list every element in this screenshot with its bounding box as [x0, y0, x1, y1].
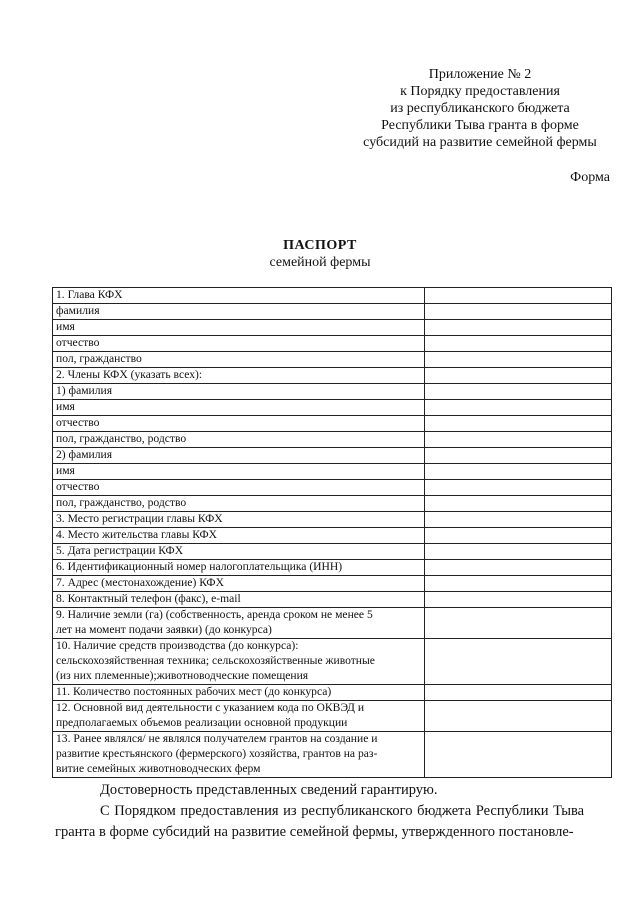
field-value-cell[interactable]: [425, 560, 612, 576]
field-value-cell[interactable]: [425, 496, 612, 512]
field-label-cell: [53, 592, 425, 608]
appendix-header: [330, 66, 630, 151]
header-line: субсидий на развитие семейной фермы: [363, 135, 597, 150]
table-row: [53, 560, 612, 576]
field-value-cell[interactable]: [425, 288, 612, 320]
field-value-cell[interactable]: [425, 512, 612, 528]
field-label: имя: [56, 320, 75, 333]
field-label: предполагаемых объемов реализации основной продукции: [56, 716, 348, 729]
field-label: 1. Глава КФХ: [56, 288, 123, 301]
field-label: 2) фамилия: [56, 448, 113, 461]
table-row: [53, 416, 612, 432]
table-row: [53, 701, 612, 732]
field-label-cell: [53, 685, 425, 701]
field-label: 4. Место жительства главы КФХ: [56, 528, 218, 541]
procedure-statement-line2: гранта в форме субсидий на развитие семейной фермы, утвержденного постановле-: [55, 824, 574, 840]
guarantee-statement: Достоверность представленных сведений гарантирую.: [100, 782, 438, 798]
field-label: 11. Количество постоянных рабочих мест (до конкурса): [56, 685, 332, 698]
field-value-cell[interactable]: [425, 685, 612, 701]
field-label-cell: [53, 464, 425, 480]
field-value-cell[interactable]: [425, 416, 612, 432]
table-row: [53, 608, 612, 639]
document-title: ПАСПОРТ: [283, 238, 357, 253]
field-label: имя: [56, 400, 75, 413]
field-label-cell: [53, 512, 425, 528]
table-row: [53, 576, 612, 592]
table-row: [53, 528, 612, 544]
field-label-cell: [53, 528, 425, 544]
footer-text: [0, 780, 640, 843]
field-label: 8. Контактный телефон (факс), e-mail: [56, 592, 241, 605]
field-label-cell: [53, 608, 425, 639]
field-label: 3. Место регистрации главы КФХ: [56, 512, 223, 525]
header-line: к Порядку предоставления: [400, 84, 560, 99]
table-row: [53, 320, 612, 336]
field-label-cell: [53, 701, 425, 732]
field-value-cell[interactable]: [425, 368, 612, 400]
field-value-cell[interactable]: [425, 400, 612, 416]
passport-table: [52, 287, 612, 778]
field-value-cell[interactable]: [425, 352, 612, 368]
field-label-cell: [53, 448, 425, 464]
table-row: [53, 336, 612, 352]
field-label: 6. Идентификационный номер налогоплательщика (ИНН): [56, 560, 343, 573]
field-value-cell[interactable]: [425, 701, 612, 732]
table-row: [53, 288, 612, 320]
procedure-statement-line1: С Порядком предоставления из республиканского бюджета Республики Тыва: [100, 803, 585, 819]
table-row: [53, 480, 612, 496]
field-label-cell: [53, 544, 425, 560]
header-line: Республики Тыва гранта в форме: [381, 118, 579, 133]
form-label: Форма: [570, 170, 610, 185]
table-row: [53, 448, 612, 464]
field-value-cell[interactable]: [425, 608, 612, 639]
field-value-cell[interactable]: [425, 448, 612, 464]
field-label: пол, гражданство, родство: [56, 496, 187, 509]
field-value-cell[interactable]: [425, 639, 612, 685]
field-label: витие семейных животноводческих ферм: [56, 762, 261, 775]
field-label: отчество: [56, 336, 100, 349]
document-subtitle: семейной фермы: [269, 255, 371, 270]
field-value-cell[interactable]: [425, 544, 612, 560]
table-row: [53, 352, 612, 368]
field-value-cell[interactable]: [425, 464, 612, 480]
field-label-cell: [53, 560, 425, 576]
field-label-cell: [53, 320, 425, 336]
field-label: развитие крестьянского (фермерского) хозяйства, грантов на раз-: [56, 747, 378, 760]
field-label-cell: [53, 288, 425, 320]
field-label: лет на момент подачи заявки) (до конкурса): [56, 623, 272, 636]
field-label: (из них племенные);животноводческие помещения: [56, 669, 309, 682]
field-label-cell: [53, 432, 425, 448]
field-label-cell: [53, 336, 425, 352]
field-label: 7. Адрес (местонахождение) КФХ: [56, 576, 224, 589]
field-label-cell: [53, 400, 425, 416]
table-row: [53, 432, 612, 448]
field-value-cell[interactable]: [425, 528, 612, 544]
field-label: 13. Ранее являлся/ не являлся получателем грантов на создание и: [56, 732, 378, 745]
field-value-cell[interactable]: [425, 336, 612, 352]
field-value-cell[interactable]: [425, 320, 612, 336]
table-row: [53, 592, 612, 608]
field-value-cell[interactable]: [425, 480, 612, 496]
field-label-cell: [53, 368, 425, 400]
field-label-cell: [53, 732, 425, 778]
table-row: [53, 464, 612, 480]
field-value-cell[interactable]: [425, 432, 612, 448]
field-label-cell: [53, 576, 425, 592]
header-line: из республиканского бюджета: [390, 101, 570, 116]
table-row: [53, 544, 612, 560]
table-row: [53, 400, 612, 416]
field-label-cell: [53, 639, 425, 685]
field-label: 9. Наличие земли (га) (собственность, аренда сроком не менее 5: [56, 608, 373, 621]
field-label-cell: [53, 480, 425, 496]
field-label: отчество: [56, 480, 100, 493]
table-row: [53, 368, 612, 400]
field-label-cell: [53, 496, 425, 512]
table-row: [53, 639, 612, 685]
table-row: [53, 496, 612, 512]
field-value-cell[interactable]: [425, 592, 612, 608]
field-label: 1) фамилия: [53, 383, 424, 399]
table-row: [53, 512, 612, 528]
field-label-cell: [53, 416, 425, 432]
table-row: [53, 685, 612, 701]
field-label-cell: [53, 352, 425, 368]
field-label: отчество: [56, 416, 100, 429]
field-label: имя: [56, 464, 75, 477]
field-label: 12. Основной вид деятельности с указанием кода по ОКВЭД и: [56, 701, 365, 714]
field-label: сельскохозяйственная техника; сельскохозяйственные животные: [56, 654, 375, 667]
field-label: пол, гражданство, родство: [56, 432, 187, 445]
field-label: пол, гражданство: [56, 352, 142, 365]
field-label: 10. Наличие средств производства (до конкурса):: [56, 639, 299, 652]
field-label: фамилия: [53, 303, 424, 319]
field-label: 2. Члены КФХ (указать всех):: [56, 368, 203, 381]
header-line: Приложение № 2: [428, 67, 532, 82]
table-row: [53, 732, 612, 778]
field-label: 5. Дата регистрации КФХ: [56, 544, 184, 557]
field-value-cell[interactable]: [425, 732, 612, 778]
field-value-cell[interactable]: [425, 576, 612, 592]
